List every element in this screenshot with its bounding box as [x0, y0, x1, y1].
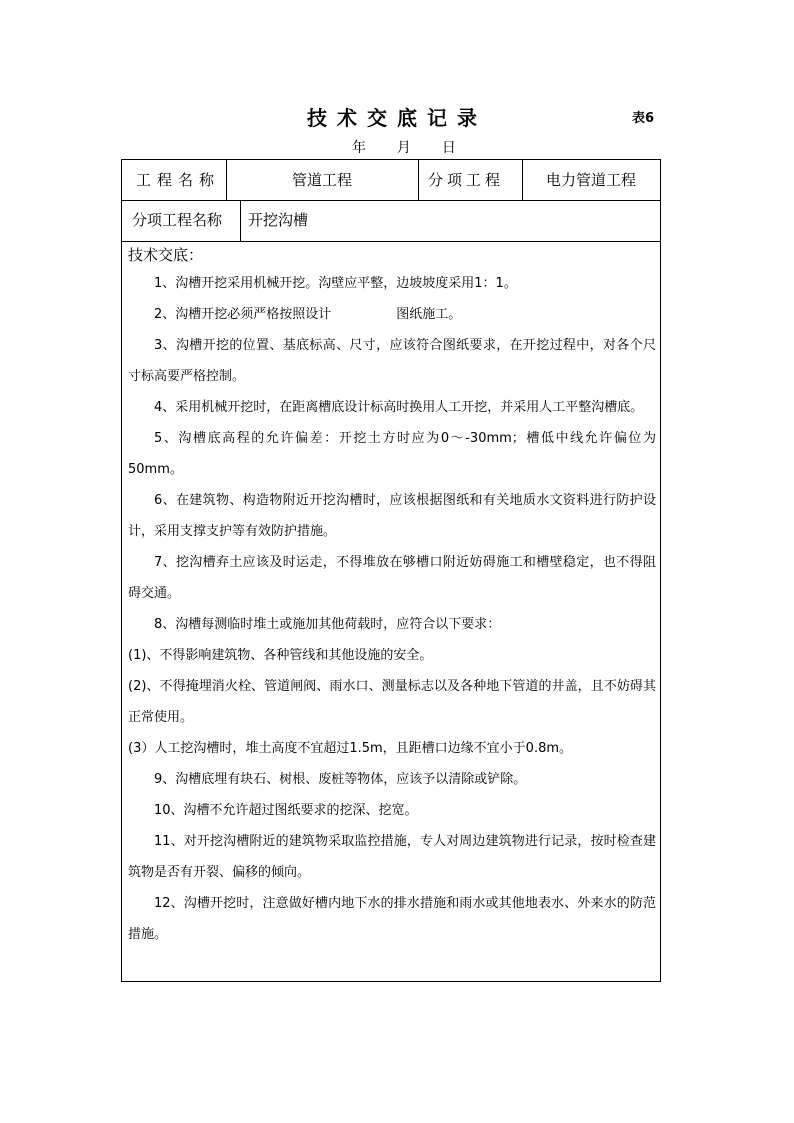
disclosure-item: 12、沟槽开挖时，注意做好槽内地下水的排水措施和雨水或其他地表水、外来水的防范措施。: [128, 896, 656, 942]
project-name-value: 管道工程: [291, 171, 352, 189]
disclosure-subitem: (3）人工挖沟槽时，堆土高度不宜超过1.5m，且距槽口边缘不宜小于0.8m。: [128, 741, 573, 756]
disclosure-item: 8、沟槽每测临时堆土或施加其他荷载时，应符合以下要求：: [154, 617, 501, 632]
disclosure-item: 1、沟槽开挖采用机械开挖。沟壁应平整，边坡坡度采用1：1。: [154, 276, 517, 291]
sub-project-value: 电力管道工程: [545, 171, 636, 189]
disclosure-table: [121, 159, 661, 982]
disclosure-heading: 技术交底：: [128, 246, 204, 264]
col-divider-2: [418, 160, 419, 200]
project-name-label: 工程名称: [136, 171, 221, 189]
disclosure-subitem: (1)、不得影响建筑物、各种管线和其他设施的安全。: [128, 648, 433, 663]
disclosure-item: 10、沟槽不允许超过图纸要求的挖深、挖宽。: [154, 803, 418, 818]
sub-item-name-label: 分项工程名称: [132, 211, 223, 229]
disclosure-item: 5、沟槽底高程的允许偏差：开挖土方时应为0～-30mm；槽低中线允许偏位为50mm。: [128, 431, 656, 477]
date-year-label: 年: [352, 140, 366, 156]
disclosure-item: 3、沟槽开挖的位置、基底标高、尺寸，应该符合图纸要求，在开挖过程中，对各个尺寸标高要严格控制。: [128, 338, 656, 384]
disclosure-item: 7、挖沟槽弃土应该及时运走，不得堆放在够槽口附近妨碍施工和槽壁稳定，也不得阻碍交通。: [128, 555, 656, 601]
disclosure-item: 4、采用机械开挖时，在距离槽底设计标高时换用人工开挖，并采用人工平整沟槽底。: [154, 400, 644, 415]
row-divider-1: [122, 200, 660, 201]
date-day-label: 日: [441, 140, 456, 156]
sub-item-name-value: 开挖沟槽: [248, 211, 309, 229]
document-title: 技术交底记录: [307, 106, 487, 130]
disclosure-item: 11、对开挖沟槽附近的建筑物采取监控措施，专人对周边建筑物进行记录，按时检查建筑物是否有开裂、偏移的倾向。: [128, 834, 656, 880]
disclosure-item: 6、在建筑物、构造物附近开挖沟槽时，应该根据图纸和有关地质水文资料进行防护设计，采用支撑支护等有效防护措施。: [128, 493, 656, 539]
disclosure-item: 2、沟槽开挖必须严格按照设计 图纸施工。: [154, 307, 462, 322]
row-divider-2: [122, 241, 660, 242]
date-line: [352, 139, 456, 157]
table-number: 表6: [632, 111, 655, 126]
col-divider-row2: [240, 200, 241, 241]
disclosure-subitem: (2)、不得掩埋消火栓、管道闸阀、雨水口、测量标志以及各种地下管道的井盖，且不妨碍其正常使用。: [128, 679, 656, 725]
disclosure-body: [128, 244, 656, 950]
disclosure-item: 9、沟槽底埋有块石、树根、废桩等物体，应该予以清除或铲除。: [154, 772, 527, 787]
sub-project-label: 分项工程: [428, 171, 505, 189]
date-month-label: 月: [396, 140, 411, 156]
